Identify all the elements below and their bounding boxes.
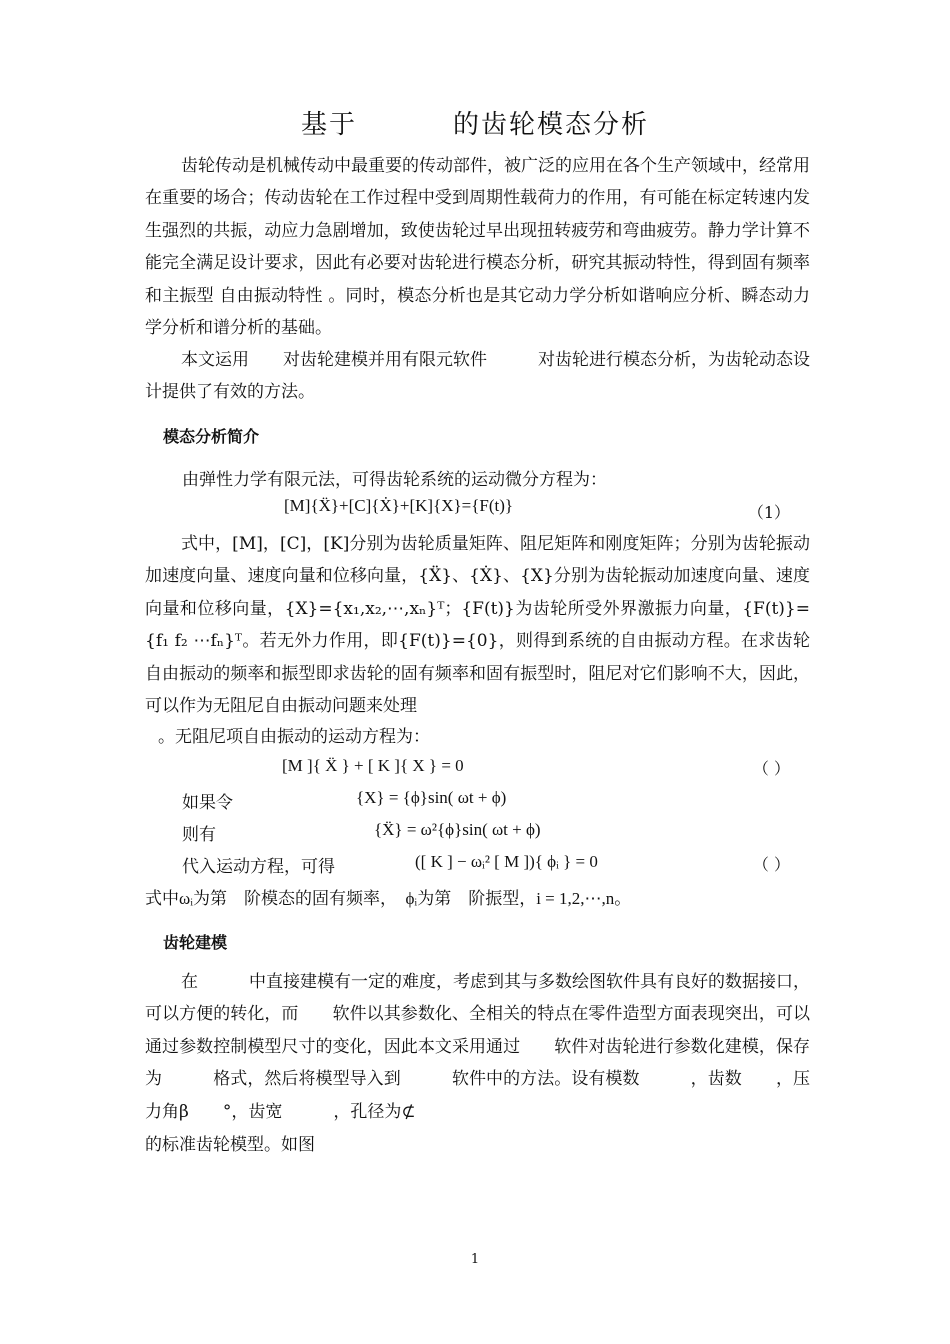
section2-last-line: 的标准齿轮模型。如图 [145,1135,315,1155]
section2-paragraph: 在 中直接建模有一定的难度，考虑到其与多数绘图软件具有良好的数据接口，可以方便的转化，而 软件以其参数化、全相关的特点在零件造型方面表现突出，可以通过参数控制模型尺寸的变化，因此本文采用通过 软件对齿轮进行参数化建模，保存为 格式，然后将模型导入到 软件中的方法。设有模数 ，齿数 ，压力角β °，齿宽 ，孔径为⊄ [145,972,810,1122]
section-heading-gear-modeling: 齿轮建模 [163,933,228,952]
equation-2: [M ]{ Ẍ } + [ K ]{ X } = 0 [282,756,464,775]
where-line: 式中ωᵢ为第 阶模态的固有频率， ϕᵢ为第 阶振型，i = 1,2,⋯,n。 [145,889,632,908]
equation-5: ([ K ] − ωᵢ² [ M ]){ ϕᵢ } = 0 [415,852,598,871]
equation-3: {X} = {ϕ}sin( ωt + ϕ) [356,788,507,807]
section1-intro-line: 由弹性力学有限元法，可得齿轮系统的运动微分方程为： [182,470,607,490]
free-vibration-line: 。无阻尼项自由振动的运动方程为： [158,727,430,747]
title-part-1: 基于 [300,110,357,140]
title-part-2: 的齿轮模态分析 [453,110,650,140]
intro-paragraph: 齿轮传动是机械传动中最重要的传动部件，被广泛的应用在各个生产领域中，经常用在重要的场合；传动齿轮在工作过程中受到周期性载荷力的作用，有可能在标定转速内发生强烈的共振，动应力急剧增加，致使齿轮过早出现扭转疲劳和弯曲疲劳。静力学计算不能完全满足设计要求，因此有必要对齿轮进行模态分析，研究其振动特性，得到固有频率和主振型 自由振动特性 。同时，模态分析也是其它动力学分析如谐响应分析、瞬态动力学分析和谱分析的基础。 [145,156,810,339]
if-label: 如果令 [182,793,233,813]
section1-paragraph: 式中，[M]，[C]，[K]分别为齿轮质量矩阵、阻尼矩阵和刚度矩阵；分别为齿轮振动加速度向量、速度向量和位移向量，{Ẍ}、{Ẋ}、{X}分别为齿轮振动加速度向量、速度向量和位移向量，{X}={x₁,x₂,⋯,xₙ}ᵀ；{F(t)}为齿轮所受外界激振力向量，{F(t)}={f₁ f₂ ⋯fₙ}ᵀ。若无外力作用，即{F(t)}={0}，则得到系统的自由振动方程。在求齿轮自由振动的频率和振型即求齿轮的固有频率和固有振型时，阻尼对它们影响不大，因此，可以作为无阻尼自由振动问题来处理 [145,534,810,717]
equation-1-number: （1） [747,503,790,522]
equation-4: {Ẍ} = ω²{ϕ}sin( ωt + ϕ) [374,820,541,839]
intro-paragraph-2: 本文运用 对齿轮建模并用有限元软件 对齿轮进行模态分析，为齿轮动态设计提供了有效的方法。 [145,350,810,403]
equation-1: [M]{Ẍ}+[C]{Ẋ}+[K]{X}={F(t)} [284,496,514,515]
then-label: 则有 [182,825,216,845]
page-number: 1 [470,1252,480,1267]
paper-title [0,104,950,141]
equation-2-number: （ ） [752,759,790,778]
substitute-label: 代入运动方程，可得 [182,857,335,877]
equation-5-number: （ ） [752,855,790,874]
section-heading-modal-analysis: 模态分析简介 [163,427,260,446]
